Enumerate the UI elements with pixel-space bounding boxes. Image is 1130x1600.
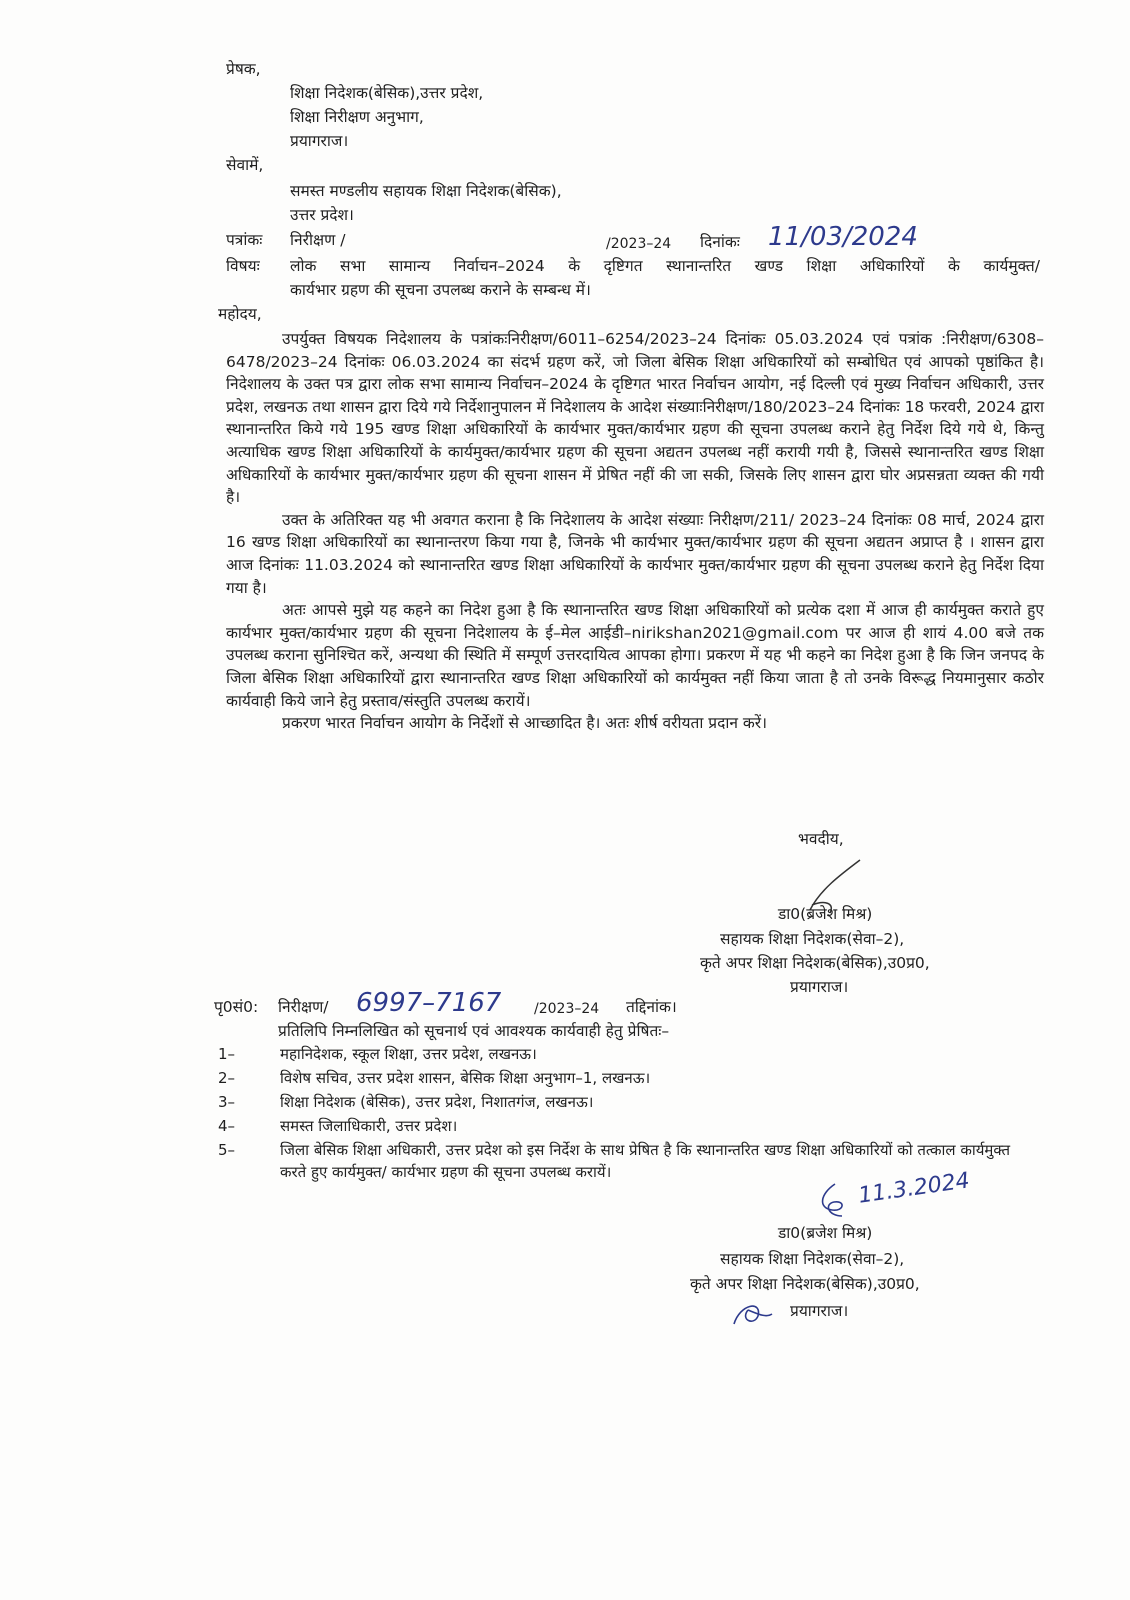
endorsement-intro: प्रतिलिपि निम्नलिखित को सूचनार्थ एवं आवश्यक कार्यवाही हेतु प्रेषितः– — [278, 1022, 670, 1040]
endorsement-date: तद्दिनांक। — [626, 998, 677, 1016]
list-item-5: जिला बेसिक शिक्षा अधिकारी, उत्तर प्रदेश को इस निर्देश के साथ प्रेषित है कि स्थानान्तरित खण्ड शिक्षा अधिकारियों को तत्काल कार्यमुक्त करते हुए कार्यमुक्त/ कार्यभार ग्रहण की सूचना उपलब्ध करायें। — [280, 1141, 1010, 1181]
list-num-4: 4– — [218, 1117, 236, 1135]
signature1-place: प्रयागराज। — [790, 978, 849, 996]
sender-line-1: शिक्षा निदेशक(बेसिक),उत्तर प्रदेश, — [290, 84, 484, 102]
list-item-2: विशेष सचिव, उत्तर प्रदेश शासन, बेसिक शिक्षा अनुभाग–1, लखनऊ। — [280, 1069, 651, 1087]
body-paragraph-2: उक्त के अतिरिक्त यह भी अवगत कराना है कि निदेशालय के आदेश संख्याः निरीक्षण/211/ 2023–24 दिनांकः 08 मार्च, 2024 द्वारा 16 खण्ड शिक्षा अधिकारियों का स्थानान्तरण किया गया है, जिनके भी कार्यभार मुक्त/कार्यभार ग्रहण की सूचना अद्यतन अप्राप्त है । शासन द्वारा आज दिनांकः 11.03.2024 को स्थानान्तरित खण्ड शिक्षा अधिकारियों के कार्यभार मुक्त/कार्यभार ग्रहण की सूचना उपलब्ध कराने हेतु निर्देश दिया गया है। — [226, 510, 1044, 597]
list-num-3: 3– — [218, 1093, 236, 1111]
signature2-name: डा0(ब्रजेश मिश्र) — [778, 1224, 873, 1242]
initials-scribble — [728, 1294, 774, 1330]
list-item-1: महानिदेशक, स्कूल शिक्षा, उत्तर प्रदेश, लखनऊ। — [280, 1045, 537, 1063]
list-num-2: 2– — [218, 1069, 236, 1087]
subject-line-2: कार्यभार ग्रहण की सूचना उपलब्ध कराने के सम्बन्ध में। — [290, 281, 591, 299]
ref-prefix: निरीक्षण / — [290, 231, 346, 249]
ref-label: पत्रांकः — [226, 231, 263, 249]
list-item-3: शिक्षा निदेशक (बेसिक), उत्तर प्रदेश, निशातगंज, लखनऊ। — [280, 1093, 594, 1111]
subject-line-1: लोक सभा सामान्य निर्वाचन–2024 के दृष्टिगत स्थानान्तरित खण्ड शिक्षा अधिकारियों के कार्यमुक्त/ — [290, 257, 1040, 275]
signature2-place: प्रयागराज। — [790, 1302, 849, 1320]
endorsement-number-handwritten: 6997–7167 — [356, 988, 502, 1018]
signature2-date-handwritten: 11.3.2024 — [856, 1168, 972, 1209]
sender-line-3: प्रयागराज। — [290, 132, 349, 150]
recipient-label: सेवामें, — [226, 156, 264, 174]
body-paragraph-3: अतः आपसे मुझे यह कहने का निदेश हुआ है कि स्थानान्तरित खण्ड शिक्षा अधिकारियों को प्रत्येक दशा में आज ही कार्यमुक्त कराते हुए कार्यभार मुक्त/कार्यभार ग्रहण की सूचना निदेशालय के ई–मेल आईडी–nirikshan2021@gmail.com पर आज ही शायं 4.00 बजे तक उपलब्ध कराना सुनिश्चित करें, अन्यथा की स्थिति में सम्पूर्ण उत्तरदायित्व आपका होगा। प्रकरण में यह भी कहने का निदेश हुआ है कि जिन जनपद के जिला बेसिक शिक्षा अधिकारियों द्वारा स्थानान्तरित खण्ड शिक्षा अधिकारियों को कार्यमुक्त नहीं किया जाता है तो उनके विरूद्ध नियमानुसार कठोर कार्यवाही किये जाने हेतु प्रस्ताव/संस्तुति उपलब्ध करायें। — [226, 601, 1044, 710]
body-paragraph-1: उपर्युक्त विषयक निदेशालय के पत्रांकःनिरीक्षण/6011–6254/2023–24 दिनांकः 05.03.2024 एवं पत्रांक :निरीक्षण/6308–6478/2023–24 दिनांकः 06.03.2024 का संदर्भ ग्रहण करें, जो जिला बेसिक शिक्षा अधिकारियों को सम्बोधित एवं आपको पृष्ठांकित है। निदेशालय के उक्त पत्र द्वारा लोक सभा सामान्य निर्वाचन–2024 के दृष्टिगत भारत निर्वाचन आयोग, नई दिल्ली एवं मुख्य निर्वाचन अधिकारी, उत्तर प्रदेश, लखनऊ तथा शासन द्वारा दिये गये निर्देशानुपालन में निदेशालय के आदेश संख्याःनिरीक्षण/180/2023–24 दिनांकः 18 फरवरी, 2024 द्वारा स्थानान्तरित किये गये 195 खण्ड शिक्षा अधिकारियों के कार्यभार मुक्त/कार्यभार ग्रहण की सूचना उपलब्ध कराने हेतु निर्देश दिये गये थे, किन्तु अत्याधिक खण्ड शिक्षा अधिकारियों के कार्यमुक्त/कार्यभार ग्रहण की सूचना अद्यतन उपलब्ध नहीं करायी गयी है, जिससे स्थानान्तरित खण्ड शिक्षा अधिकारियों के कार्यभार मुक्त/कार्यभार ग्रहण की सूचना शासन में प्रेषित नहीं की जा सकी, जिसके लिए शासन द्वारा घोर अप्रसन्नता व्यक्त की गयी है। — [226, 330, 1044, 507]
subject-label: विषयः — [226, 257, 260, 275]
ref-date-label: दिनांकः — [700, 233, 740, 251]
signature1-name: डा0(ब्रजेश मिश्र) — [778, 905, 873, 923]
list-num-1: 1– — [218, 1045, 236, 1063]
salutation: महोदय, — [218, 305, 262, 323]
recipient-line-1: समस्त मण्डलीय सहायक शिक्षा निदेशक(बेसिक), — [290, 182, 562, 200]
list-num-5: 5– — [218, 1141, 236, 1159]
ref-year: /2023–24 — [606, 236, 672, 252]
signature2-for: कृते अपर शिक्षा निदेशक(बेसिक),उ0प्र0, — [690, 1275, 920, 1293]
signature1-for: कृते अपर शिक्षा निदेशक(बेसिक),उ0प्र0, — [700, 954, 930, 972]
recipient-line-2: उत्तर प्रदेश। — [290, 206, 354, 224]
body-paragraph-4: प्रकरण भारत निर्वाचन आयोग के निर्देशों से आच्छादित है। अतः शीर्ष वरीयता प्रदान करें। — [282, 714, 767, 733]
list-item-4: समस्त जिलाधिकारी, उत्तर प्रदेश। — [280, 1117, 458, 1135]
endorsement-prefix: निरीक्षण/ — [278, 998, 329, 1016]
endorsement-year: /2023–24 — [534, 1001, 600, 1017]
letter-body — [226, 328, 1044, 735]
signature2-designation: सहायक शिक्षा निदेशक(सेवा–2), — [720, 1250, 905, 1268]
signature-scribble-2 — [810, 1180, 860, 1220]
closing: भवदीय, — [798, 830, 844, 848]
ref-date-handwritten: 11/03/2024 — [768, 222, 918, 252]
endorsement-label: पृ0सं0: — [214, 998, 259, 1016]
sender-line-2: शिक्षा निरीक्षण अनुभाग, — [290, 108, 424, 126]
signature1-designation: सहायक शिक्षा निदेशक(सेवा–2), — [720, 930, 905, 948]
sender-label: प्रेषक, — [226, 60, 261, 78]
